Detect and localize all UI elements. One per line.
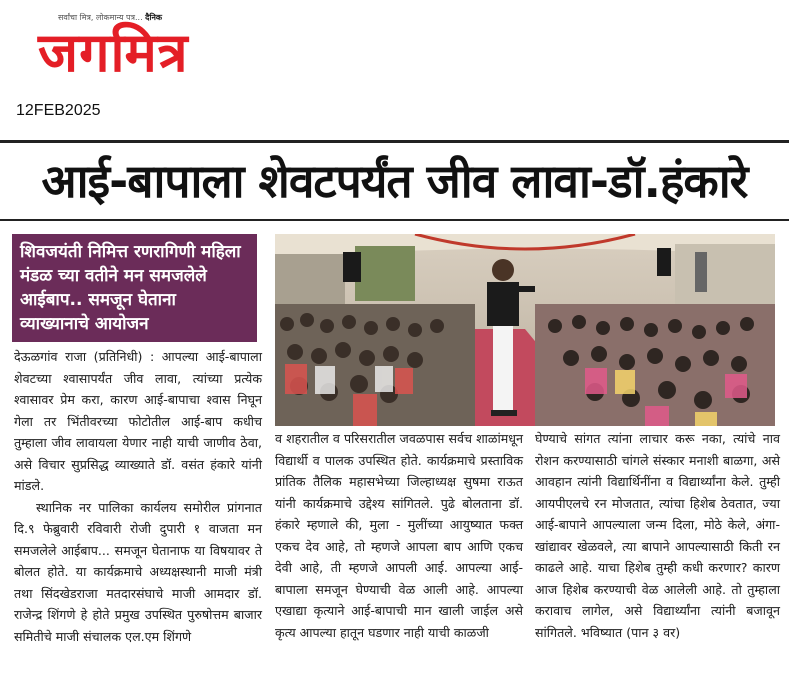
top-divider	[0, 140, 789, 143]
article-paragraph: घेण्याचे सांगत त्यांना लाचार करू नका, त्यांचे नाव रोशन करण्यासाठी चांगले संस्कार मनाशी बाळगा, असे आवहान त्यांनी विद्यार्थिनींना व विद्यार्थ्यांना केले. तुम्ही आयपीएलचे रन मोजतात, त्यांचा हिशेब ठेवतात, ज्या आई-बापाने आपल्याला जन्म दिला, मोठे केले, अंगा-खांद्यावर खेळवले, त्या बापाने आपल्यासाठी किती रन काढले आहे. याचा हिशेब तुम्ही कधी करणार? कारण आज हिशेब करण्याची वेळ आलेली आहे. तो तुम्हाला करावाच लागेल, असे विद्यार्थ्यांना त्यांनी बजावून सांगितले. भविष्यात (पान ३ वर)	[535, 431, 780, 640]
event-photo	[275, 234, 775, 426]
article-column-3	[535, 428, 780, 643]
newspaper-logo: जगमित्र	[38, 21, 189, 84]
masthead-tagline: सर्वांचा मित्र, लोकमान्य पत्र... दैनिक	[58, 13, 163, 22]
subheadline-box: शिवजयंती निमित्त रणरागिणी महिला मंडळ च्या वतीने मन समजलेले आईबाप.. समजून घेताना व्याख्यानाचे आयोजन	[12, 234, 257, 342]
headline: आई-बापाला शेवटपर्यंत जीव लावा-डॉ.हंकारे	[41, 154, 748, 208]
article-paragraph: देऊळगांव राजा (प्रतिनिधी) : आपल्या आई-बापाला शेवटच्या श्वासापर्यंत जीव लावा, त्यांच्या प्रत्येक श्वासावर प्रेम करा, कारण आई-बापाचा श्वास निघून गेला तर भिंतीवरच्या फोटोतील आई-बाप कधीच तुम्हाला जीव लावायला येणार नाही याची जाणीव ठेवा, असे विचार सुप्रसिद्ध व्याख्याते डॉ. वसंत हंकारे यांनी मांडले.	[14, 349, 262, 493]
article-paragraph: व शहरातील व परिसरातील जवळपास सर्वच शाळांमधून विद्यार्थी व पालक उपस्थित होते. कार्यक्रमाचे प्रस्ताविक प्रांतिक तैलिक महासभेच्या जिल्हाध्यक्ष सुषमा राऊत यांनी कार्यक्रमाचे उद्देश्य सांगितले. पुढे बोलताना डॉ. हंकारे म्हणाले की, मुला - मुलींच्या आयुष्यात फक्त एकच देव आहे, तो म्हणजे आपला बाप आणि एकच देवी आहे, ती म्हणजे आपली आई. आपल्या आई-बापाला समजून घेण्याची वेळ आली आहे. आपल्या एखाद्या कृत्याने आई-बापाची मान खाली जाईल असे कृत्य आपल्या हातून घडणार नाही याची काळजी	[275, 431, 523, 640]
continued-on-page: (पान ३ वर)	[626, 624, 681, 640]
article-column-1	[14, 346, 262, 647]
publication-date: 12FEB2025	[16, 102, 101, 119]
bottom-divider	[0, 219, 789, 221]
masthead	[38, 4, 263, 84]
masthead-tag: दैनिक	[145, 13, 163, 22]
article-column-2	[275, 428, 523, 643]
article-paragraph: स्थानिक नर पालिका कार्यलय समोरील प्रांगनात दि.९ फेब्रुवारी रविवारी रोजी दुपारी १ वाजता मन समजलेले आईबाप... समजून घेतानाफ या विषयावर ते बोलत होते. या कार्यक्रमाचे अध्यक्षस्थानी माजी मंत्री तथा सिंदखेडराजा मतदारसंघाचे माजी आमदार डॉ. राजेन्द्र शिंगणे हे होते प्रमुख उपस्थित पुरुषोत्तम बाजार समितीचे माजी संचालक एल.एम शिंगणे	[14, 499, 262, 644]
